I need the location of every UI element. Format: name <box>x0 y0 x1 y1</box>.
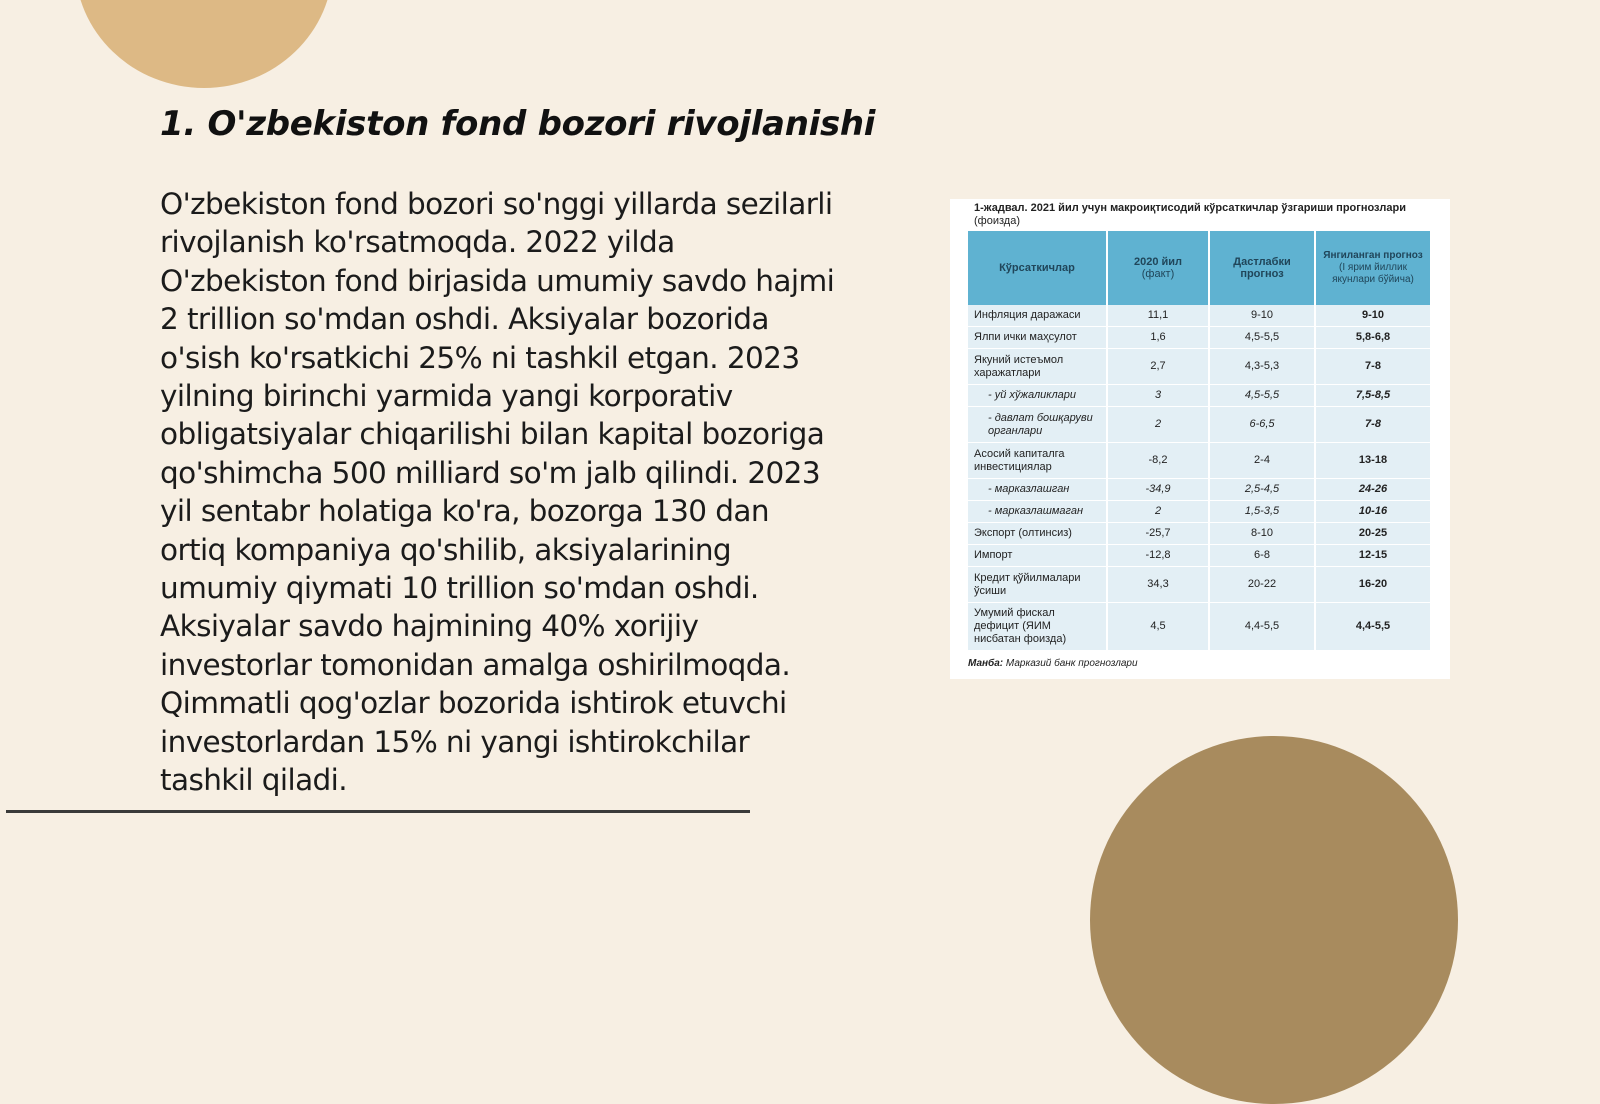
table-row <box>968 567 1430 603</box>
header-indicators: Кўрсаткичлар <box>968 231 1108 305</box>
table-row <box>968 443 1430 479</box>
table-row <box>968 501 1430 523</box>
cell-2020: 2 <box>1108 407 1210 443</box>
decorative-circle-bottom <box>1090 736 1458 1104</box>
cell-2020: 3 <box>1108 385 1210 407</box>
cell-2020: -8,2 <box>1108 443 1210 479</box>
cell-initial: 4,5-5,5 <box>1210 385 1316 407</box>
macro-forecast-table-image <box>950 199 1450 679</box>
row-label: Ялпи ички маҳсулот <box>968 327 1108 349</box>
table-row <box>968 385 1430 407</box>
row-label: Якуний истеъмол харажатлари <box>968 349 1108 385</box>
cell-updated: 16-20 <box>1316 567 1430 603</box>
row-label: Экспорт (олтинсиз) <box>968 523 1108 545</box>
row-label: Кредит қўйилмалари ўсиши <box>968 567 1108 603</box>
cell-updated: 20-25 <box>1316 523 1430 545</box>
cell-initial: 4,3-5,3 <box>1210 349 1316 385</box>
cell-updated: 7,5-8,5 <box>1316 385 1430 407</box>
header-updated-forecast: Янгиланган прогноз (I ярим йиллик якунлари бўйича) <box>1316 231 1430 305</box>
table-row <box>968 479 1430 501</box>
cell-updated: 9-10 <box>1316 305 1430 327</box>
cell-2020: -34,9 <box>1108 479 1210 501</box>
slide-body-text: O'zbekiston fond bozori so'nggi yillarda sezilarli rivojlanish ko'rsatmoqda. 2022 yilda O'zbekiston fond birjasida umumiy savdo hajmi 2 trillion so'mdan oshdi. Aksiyalar bozorida o'sish ko'rsatkichi 25% ni tashkil etgan. 2023 yilning birinchi yarmida yangi korporativ obligatsiyalar chiqarilishi bilan kapital bozoriga qo'shimcha 500 milliard so'm jalb qilindi. 2023 yil sentabr holatiga ko'ra, bozorga 130 dan ortiq kompaniya qo'shilib, aksiyalarining umumiy qiymati 10 trillion so'mdan oshdi. Aksiyalar savdo hajmining 40% xorijiy investorlar tomonidan amalga oshirilmoqda. Qimmatli qog'ozlar bozorida ishtirok etuvchi investorlardan 15% ni yangi ishtirokchilar tashkil qiladi. <box>160 187 835 798</box>
decorative-circle-top <box>75 0 333 88</box>
cell-2020: -25,7 <box>1108 523 1210 545</box>
cell-initial: 6-8 <box>1210 545 1316 567</box>
table-caption-title: 1-жадвал. 2021 йил учун макроиқтисодий кўрсаткичлар ўзгариши прогнозлари <box>974 202 1406 214</box>
cell-2020: 2 <box>1108 501 1210 523</box>
table-row <box>968 523 1430 545</box>
row-label: - давлат бошқаруви органлари <box>968 407 1108 443</box>
cell-initial: 8-10 <box>1210 523 1316 545</box>
cell-updated: 4,4-5,5 <box>1316 603 1430 651</box>
cell-2020: -12,8 <box>1108 545 1210 567</box>
cell-2020: 1,6 <box>1108 327 1210 349</box>
row-label: - марказлашмаган <box>968 501 1108 523</box>
cell-initial: 2,5-4,5 <box>1210 479 1316 501</box>
table-row <box>968 349 1430 385</box>
cell-2020: 2,7 <box>1108 349 1210 385</box>
cell-updated: 13-18 <box>1316 443 1430 479</box>
table-row <box>968 545 1430 567</box>
cell-initial: 20-22 <box>1210 567 1316 603</box>
table-header-row <box>968 231 1430 305</box>
cell-initial: 6-6,5 <box>1210 407 1316 443</box>
source-label: Манба: <box>968 658 1004 669</box>
table-row <box>968 603 1430 651</box>
horizontal-divider <box>6 810 750 813</box>
table-caption-unit: (фоизда) <box>974 215 1020 227</box>
table-source-note <box>968 658 1432 669</box>
cell-initial: 4,4-5,5 <box>1210 603 1316 651</box>
row-label: Умумий фискал дефицит (ЯИМ нисбатан фоизда) <box>968 603 1108 651</box>
header-initial-forecast: Дастлабки прогноз <box>1210 231 1316 305</box>
row-label: Инфляция даражаси <box>968 305 1108 327</box>
row-label: Асосий капиталга инвестициялар <box>968 443 1108 479</box>
table-caption <box>968 202 1432 228</box>
cell-initial: 4,5-5,5 <box>1210 327 1316 349</box>
cell-2020: 11,1 <box>1108 305 1210 327</box>
row-label: - уй хўжаликлари <box>968 385 1108 407</box>
cell-updated: 7-8 <box>1316 349 1430 385</box>
header-2020-fact: 2020 йил (факт) <box>1108 231 1210 305</box>
cell-updated: 24-26 <box>1316 479 1430 501</box>
cell-initial: 2-4 <box>1210 443 1316 479</box>
source-text: Марказий банк прогнозлари <box>1003 658 1138 669</box>
cell-initial: 1,5-3,5 <box>1210 501 1316 523</box>
table-row <box>968 305 1430 327</box>
cell-updated: 7-8 <box>1316 407 1430 443</box>
cell-updated: 10-16 <box>1316 501 1430 523</box>
row-label: - марказлашган <box>968 479 1108 501</box>
cell-2020: 34,3 <box>1108 567 1210 603</box>
row-label: Импорт <box>968 545 1108 567</box>
macro-forecast-table <box>968 231 1430 651</box>
table-row <box>968 407 1430 443</box>
table-row <box>968 327 1430 349</box>
slide-title: 1. O'zbekiston fond bozori rivojlanishi <box>160 104 876 144</box>
cell-initial: 9-10 <box>1210 305 1316 327</box>
cell-updated: 12-15 <box>1316 545 1430 567</box>
cell-updated: 5,8-6,8 <box>1316 327 1430 349</box>
cell-2020: 4,5 <box>1108 603 1210 651</box>
